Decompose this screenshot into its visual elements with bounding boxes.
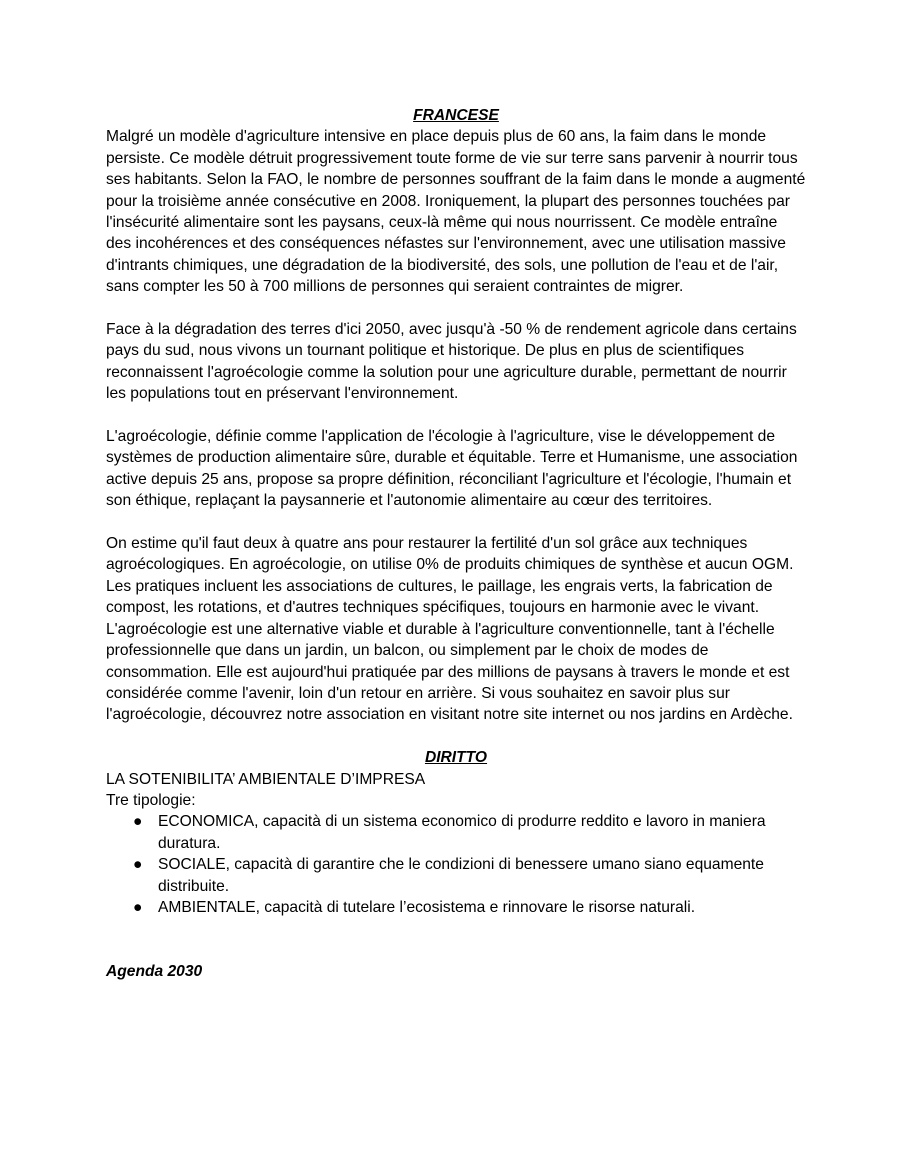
spacer bbox=[106, 512, 806, 533]
paragraph-fr-2: Face à la dégradation des terres d'ici 2050, avec jusqu'à -50 % de rendement agricole dans certains pays du sud, nous vivons un tournant politique et historique. De plus en plus de scientifiques reconnaissent l'agroécologie comme la solution pour une agriculture durable, permettant de nourrir les populations tout en préservant l'environnement. bbox=[106, 321, 797, 403]
list-item-text: ECONOMICA, capacità di un sistema economico di produrre reddito e lavoro in maniera duratura. bbox=[158, 813, 766, 852]
spacer bbox=[106, 405, 806, 426]
list-intro: Tre tipologie: bbox=[106, 791, 196, 809]
section-title-diritto: DIRITTO bbox=[424, 749, 488, 767]
list-item bbox=[106, 897, 806, 918]
paragraph-fr-4: On estime qu'il faut deux à quatre ans pour restaurer la fertilité d'un sol grâce aux techniques agroécologiques. En agroécologie, on utilise 0% de produits chimiques de synthèse et aucun OGM. Les pratiques incluent les associations de cultures, le paillage, les engrais verts, la fabrication de compost, les rotations, et d'autres techniques spécifiques, toujours en harmonie avec le vivant. L'agroécologie est une alternative viable et durable à l'agriculture conventionnelle, tant à l'échelle professionnelle que dans un jardin, un balcon, ou simplement par le choix de modes de consommation. Elle est aujourd'hui pratiquée par des millions de paysans à travers le monde et est considérée comme l'avenir, loin d'un retour en arrière. Si vous souhaitez en savoir plus sur l'agroécologie, découvrez notre association en visitant notre site internet ou nos jardins en Ardèche. bbox=[106, 535, 794, 724]
spacer bbox=[106, 918, 806, 939]
bullet-icon: ● bbox=[133, 898, 143, 916]
list-item bbox=[106, 854, 806, 897]
list-item-text: SOCIALE, capacità di garantire che le condizioni di benessere umano siano equamente distribuite. bbox=[158, 856, 764, 895]
paragraph-fr-3: L'agroécologie, définie comme l'application de l'écologie à l'agriculture, vise le développement de systèmes de production alimentaire sûre, durable et équitable. Terre et Humanisme, une association active depuis 25 ans, propose sa propre définition, réconciliant l'agriculture et l'écologie, l'humain et son éthique, replaçant la paysannerie et l'autonomie alimentaire au cœur des territoires. bbox=[106, 428, 798, 510]
spacer bbox=[106, 940, 806, 961]
section-subtitle: LA SOTENIBILITA’ AMBIENTALE D’IMPRESA bbox=[106, 770, 426, 788]
paragraph-fr-1: Malgré un modèle d'agriculture intensive en place depuis plus de 60 ans, la faim dans le monde persiste. Ce modèle détruit progressivement toute forme de vie sur terre sans parvenir à nourrir tous ses habitants. Selon la FAO, le nombre de personnes souffrant de la faim dans le monde a augmenté pour la troisième année consécutive en 2008. Ironiquement, la plupart des personnes touchées par l'insécurité alimentaire sont les paysans, ceux-là même qui nous nourrissent. Ce modèle entraîne des incohérences et des conséquences néfastes sur l'environnement, avec une utilisation massive d'intrants chimiques, une dégradation de la biodiversité, des sols, une pollution de l'eau et de l'air, sans compter les 50 à 700 millions de personnes qui seraient contraintes de migrer. bbox=[106, 128, 806, 296]
document-page bbox=[106, 105, 806, 983]
bullet-icon: ● bbox=[133, 856, 143, 874]
bullet-icon: ● bbox=[133, 813, 143, 831]
list-item-text: AMBIENTALE, capacità di tutelare l’ecosistema e rinnovare le risorse naturali. bbox=[158, 898, 696, 916]
spacer bbox=[106, 298, 806, 319]
tipologie-list bbox=[106, 811, 806, 918]
list-item bbox=[106, 811, 806, 854]
section-title-francese: FRANCESE bbox=[413, 107, 499, 124]
agenda-title: Agenda 2030 bbox=[106, 963, 203, 981]
spacer bbox=[106, 726, 806, 747]
